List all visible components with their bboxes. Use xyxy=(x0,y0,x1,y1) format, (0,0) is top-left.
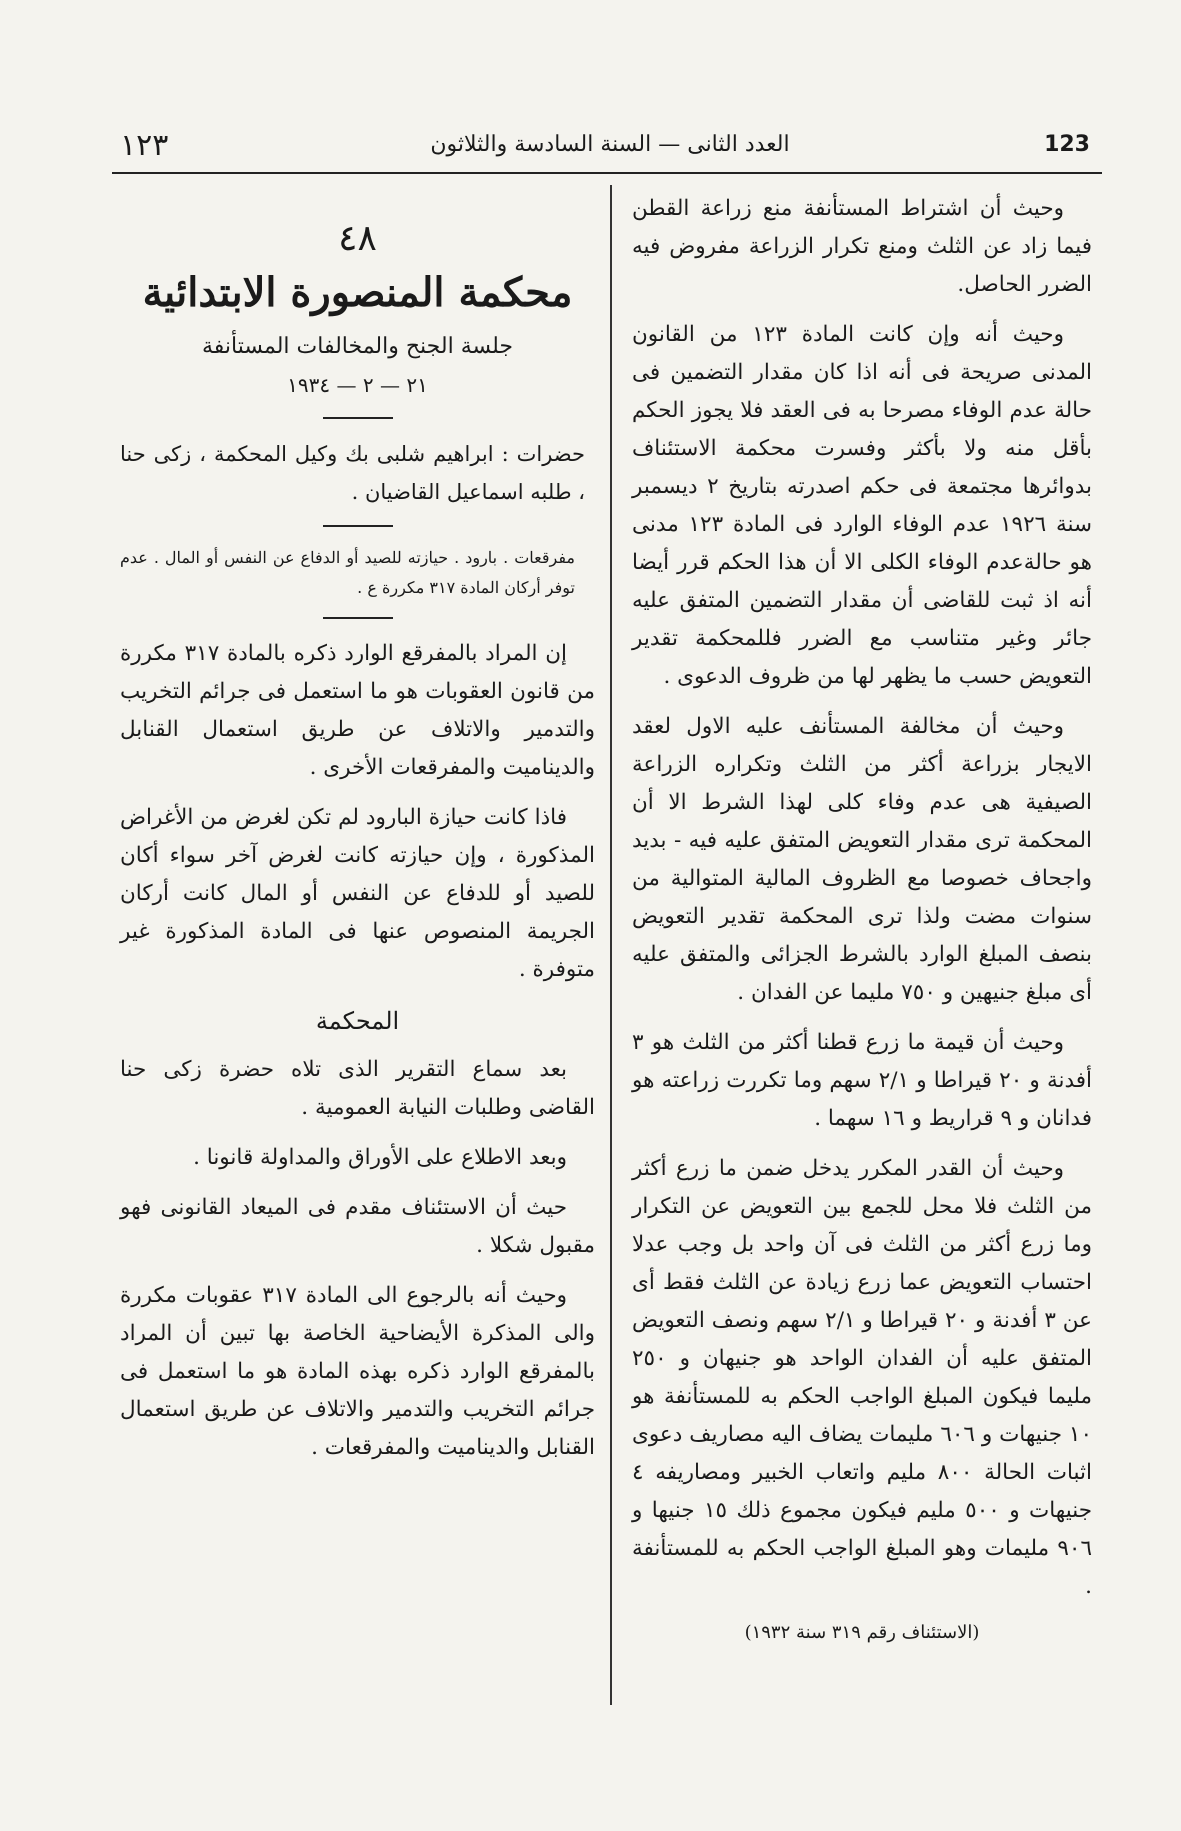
header-divider xyxy=(112,172,1102,174)
paragraph: وحيث أن القدر المكرر يدخل ضمن ما زرع أكثر من الثلث فلا محل للجمع بين التعويض عن التكرار وما زرع أكثر من الثلث فى آن واحد بل وجب عدلا احتساب التعويض عما زرع زيادة عن الثلث فقط أى عن ٣ أفدنة و ٢٠ قيراطا و ٢/١ سهم ونصف التعويض المتفق عليه أن الفدان الواحد هو جنيهان و ٢٥٠ مليما فيكون المبلغ الواجب الحكم به للمستأنفة هو ١٠ جنيهات و ٦٠٦ مليمات يضاف اليه مصاريف دعوى اثبات الحالة ٨٠٠ مليم واتعاب الخبير ومصاريفه ٤ جنيهات و ٥٠٠ مليم فيكون مجموع ذلك ١٥ جنيها و ٩٠٦ مليمات وهو المبلغ الواجب الحكم به للمستأنفة . xyxy=(632,1156,1093,1599)
session-name: جلسة الجنح والمخالفات المستأنفة xyxy=(202,334,513,359)
judges-list: حضرات : ابراهيم شلبى بك وكيل المحكمة ، زكى حنا ، طلبه اسماعيل القاضيان . xyxy=(120,442,585,504)
paragraph: حيث أن الاستئناف مقدم فى الميعاد القانونى فهو مقبول شكلا . xyxy=(120,1195,595,1258)
case-number: ٤٨ xyxy=(338,218,377,259)
paragraph: وحيث أنه وإن كانت المادة ١٢٣ من القانون المدنى صريحة فى أنه اذا كان مقدار التضمين فى حالة عدم الوفاء مصرحا به فى العقد فلا يجوز الحكم بأقل منه ولا بأكثر وفسرت محكمة الاستئناف بدوائرها مجتمعة فى حكم اصدرته بتاريخ ٢ ديسمبر سنة ١٩٢٦ عدم الوفاء الوارد فى المادة ١٢٣ مدنى هو حالةعدم الوفاء الكلى الا أن هذا الحكم قرر أيضا أنه اذ ثبت للقاضى أن مقدار التضمين المتفق عليه جائر وغير متناسب مع الضرر فللمحكمة تقدير التعويض حسب ما يظهر لها من ظروف الدعوى . xyxy=(632,322,1092,689)
page-header xyxy=(120,128,1100,168)
page-number-latin: 123 xyxy=(1044,132,1090,157)
paragraph: وحيث أنه بالرجوع الى المادة ٣١٧ عقوبات مكررة والى المذكرة الأيضاحية الخاصة بها تبين أن المراد بالمفرقع الوارد ذكره بهذه المادة هو ما استعمل فى جرائم التخريب والتدمير والاتلاف عن طريق استعمال القنابل والديناميت والمفرقعات . xyxy=(120,1283,595,1460)
journal-issue-title: العدد الثانى — السنة السادسة والثلاثون xyxy=(430,132,790,157)
appeal-reference: (الاستئناف رقم ٣١٩ سنة ١٩٣٢) xyxy=(744,1622,980,1643)
short-divider xyxy=(323,525,393,527)
paragraph: وحيث أن اشتراط المستأنفة منع زراعة القطن فيما زاد عن الثلث ومنع تكرار الزراعة مفروض فيه الضرر الحاصل. xyxy=(632,196,1092,297)
subject-keywords: مفرقعات . بارود . حيازته للصيد أو الدفاع عن النفس أو المال . عدم توفر أركان المادة ٣١٧ مكررة ع . xyxy=(120,548,575,597)
page-number-arabic: ١٢٣ xyxy=(120,128,169,163)
headnote-paragraph: إن المراد بالمفرقع الوارد ذكره بالمادة ٣١٧ مكررة من قانون العقوبات هو ما استعمل فى جرائم التخريب والتدمير والاتلاف عن طريق استعمال القنابل والديناميت والمفرقعات الأخرى . xyxy=(120,641,595,780)
paragraph: وحيث أن قيمة ما زرع قطنا أكثر من الثلث هو ٣ أفدنة و ٢٠ قيراطا و ٢/١ سهم وما تكررت زراعته هو فدانان و ٩ قراريط و ١٦ سهما . xyxy=(632,1030,1092,1131)
section-heading: المحكمة xyxy=(315,1007,400,1035)
column-divider xyxy=(610,185,612,1705)
paragraph: بعد سماع التقرير الذى تلاه حضرة زكى حنا القاضى وطلبات النيابة العمومية . xyxy=(120,1057,595,1120)
session-date: ٢١ — ٢ — ١٩٣٤ xyxy=(287,373,428,397)
paragraph: وحيث أن مخالفة المستأنف عليه الاول لعقد الايجار بزراعة أكثر من الثلث وتكراره الزراعة الصيفية هى عدم وفاء كلى لهذا الشرط الا أن المحكمة ترى مقدار التعويض المتفق عليه فيه - بديد واجحاف خصوصا مع الظروف المالية المتوالية من سنوات مضت ولذا ترى المحكمة تقدير التعويض بنصف المبلغ الوارد بالشرط الجزائى والمتفق عليه أى مبلغ جنيهين و ٧٥٠ مليما عن الفدان . xyxy=(632,714,1092,1005)
short-divider xyxy=(323,617,393,619)
short-divider xyxy=(323,417,393,419)
left-column xyxy=(120,215,595,1479)
headnote-paragraph: فاذا كانت حيازة البارود لم تكن لغرض من الأغراض المذكورة ، وإن حيازته كانت لغرض آخر سواء أكان للصيد أو للدفاع عن النفس أو المال كانت أركان الجريمة المنصوص عنها فى المادة المذكورة غير متوفرة . xyxy=(120,805,595,982)
right-column xyxy=(632,190,1092,1648)
paragraph: وبعد الاطلاع على الأوراق والمداولة قانونا . xyxy=(193,1145,567,1170)
court-name: محكمة المنصورة الابتدائية xyxy=(142,269,573,316)
